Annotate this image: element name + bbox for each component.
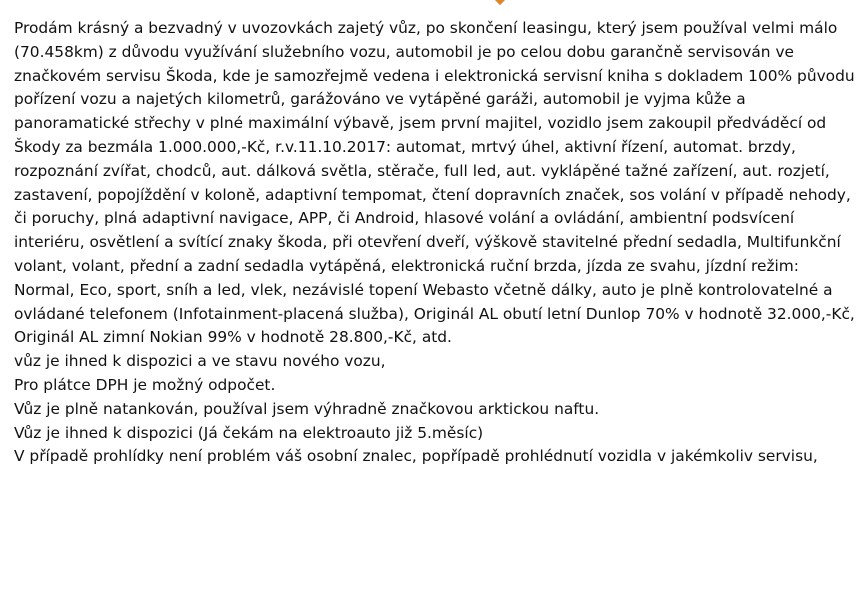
description-line-dispozice: Vůz je ihned k dispozici (Já čekám na elektroauto již 5.měsíc): [14, 423, 484, 442]
description-line-vat: Pro plátce DPH je možný odpočet.: [14, 375, 276, 394]
description-line-inspection: V případě prohlídky není problém váš osobní znalec, popřípadě prohlédnutí vozidla v jakémkoliv servisu,: [14, 447, 818, 466]
listing-description: [14, 17, 864, 469]
description-main-paragraph: Prodám krásný a bezvadný v uvozovkách zajetý vůz, po skončení leasingu, který jsem používal velmi málo (70.458km) z důvodu využívání služebního vozu, automobil je po celou dobu garančně servisován ve značkovém servisu Škoda, kde je samozřejmě vedena i elektronická servisní kniha s dokladem 100% původu pořízení vozu a najetých kilometrů, garážováno ve vytápěné garáži, automobil je vyjma kůže a panoramatické střechy v plné maximální výbavě, jsem první majitel, vozidlo jsem zakoupil předváděcí od Škody za bezmála 1.000.000,-Kč, r.v.11.10.2017: automat, mrtvý úhel, aktivní řízení, automat. brzdy, rozpoznání zvířat, chodců, aut. dálková světla, stěrače, full led, aut. vyklápěné tažné zařízení, aut. rozjetí, zastavení, popojíždění v koloně, adaptivní tempomat, čtení dopravních značek, sos volání v případě nehody, či poruchy, plná adaptivní navigace, APP, či Android, hlasové volání a ovládání, ambientní podsvícení interiéru, osvětlení a svítící znaky škoda, při otevření dveří, výškově stavitelné přední sedadla, Multifunkční volant, volant, přední a zadní sedadla vytápěná, elektronická ruční brzda, jízda ze svahu, jízdní režim: Normal, Eco, sport, sníh a led, vlek, nezávislé topení Webasto včetně dálky, auto je plně kontrolovatelné a ovládané telefonem (Infotainment-placená služba), Originál AL obutí letní Dunlop 70% v hodnotě 32.000,-Kč, Originál AL zimní Nokian 99% v hodnotě 28.800,-Kč, atd.: [14, 19, 855, 347]
description-line-availability: vůz je ihned k dispozici a ve stavu nového vozu,: [14, 352, 386, 371]
description-line-fuel: Vůz je plně natankován, používal jsem výhradně značkovou arktickou naftu.: [14, 399, 600, 418]
decorative-marker-icon: [494, 0, 508, 8]
